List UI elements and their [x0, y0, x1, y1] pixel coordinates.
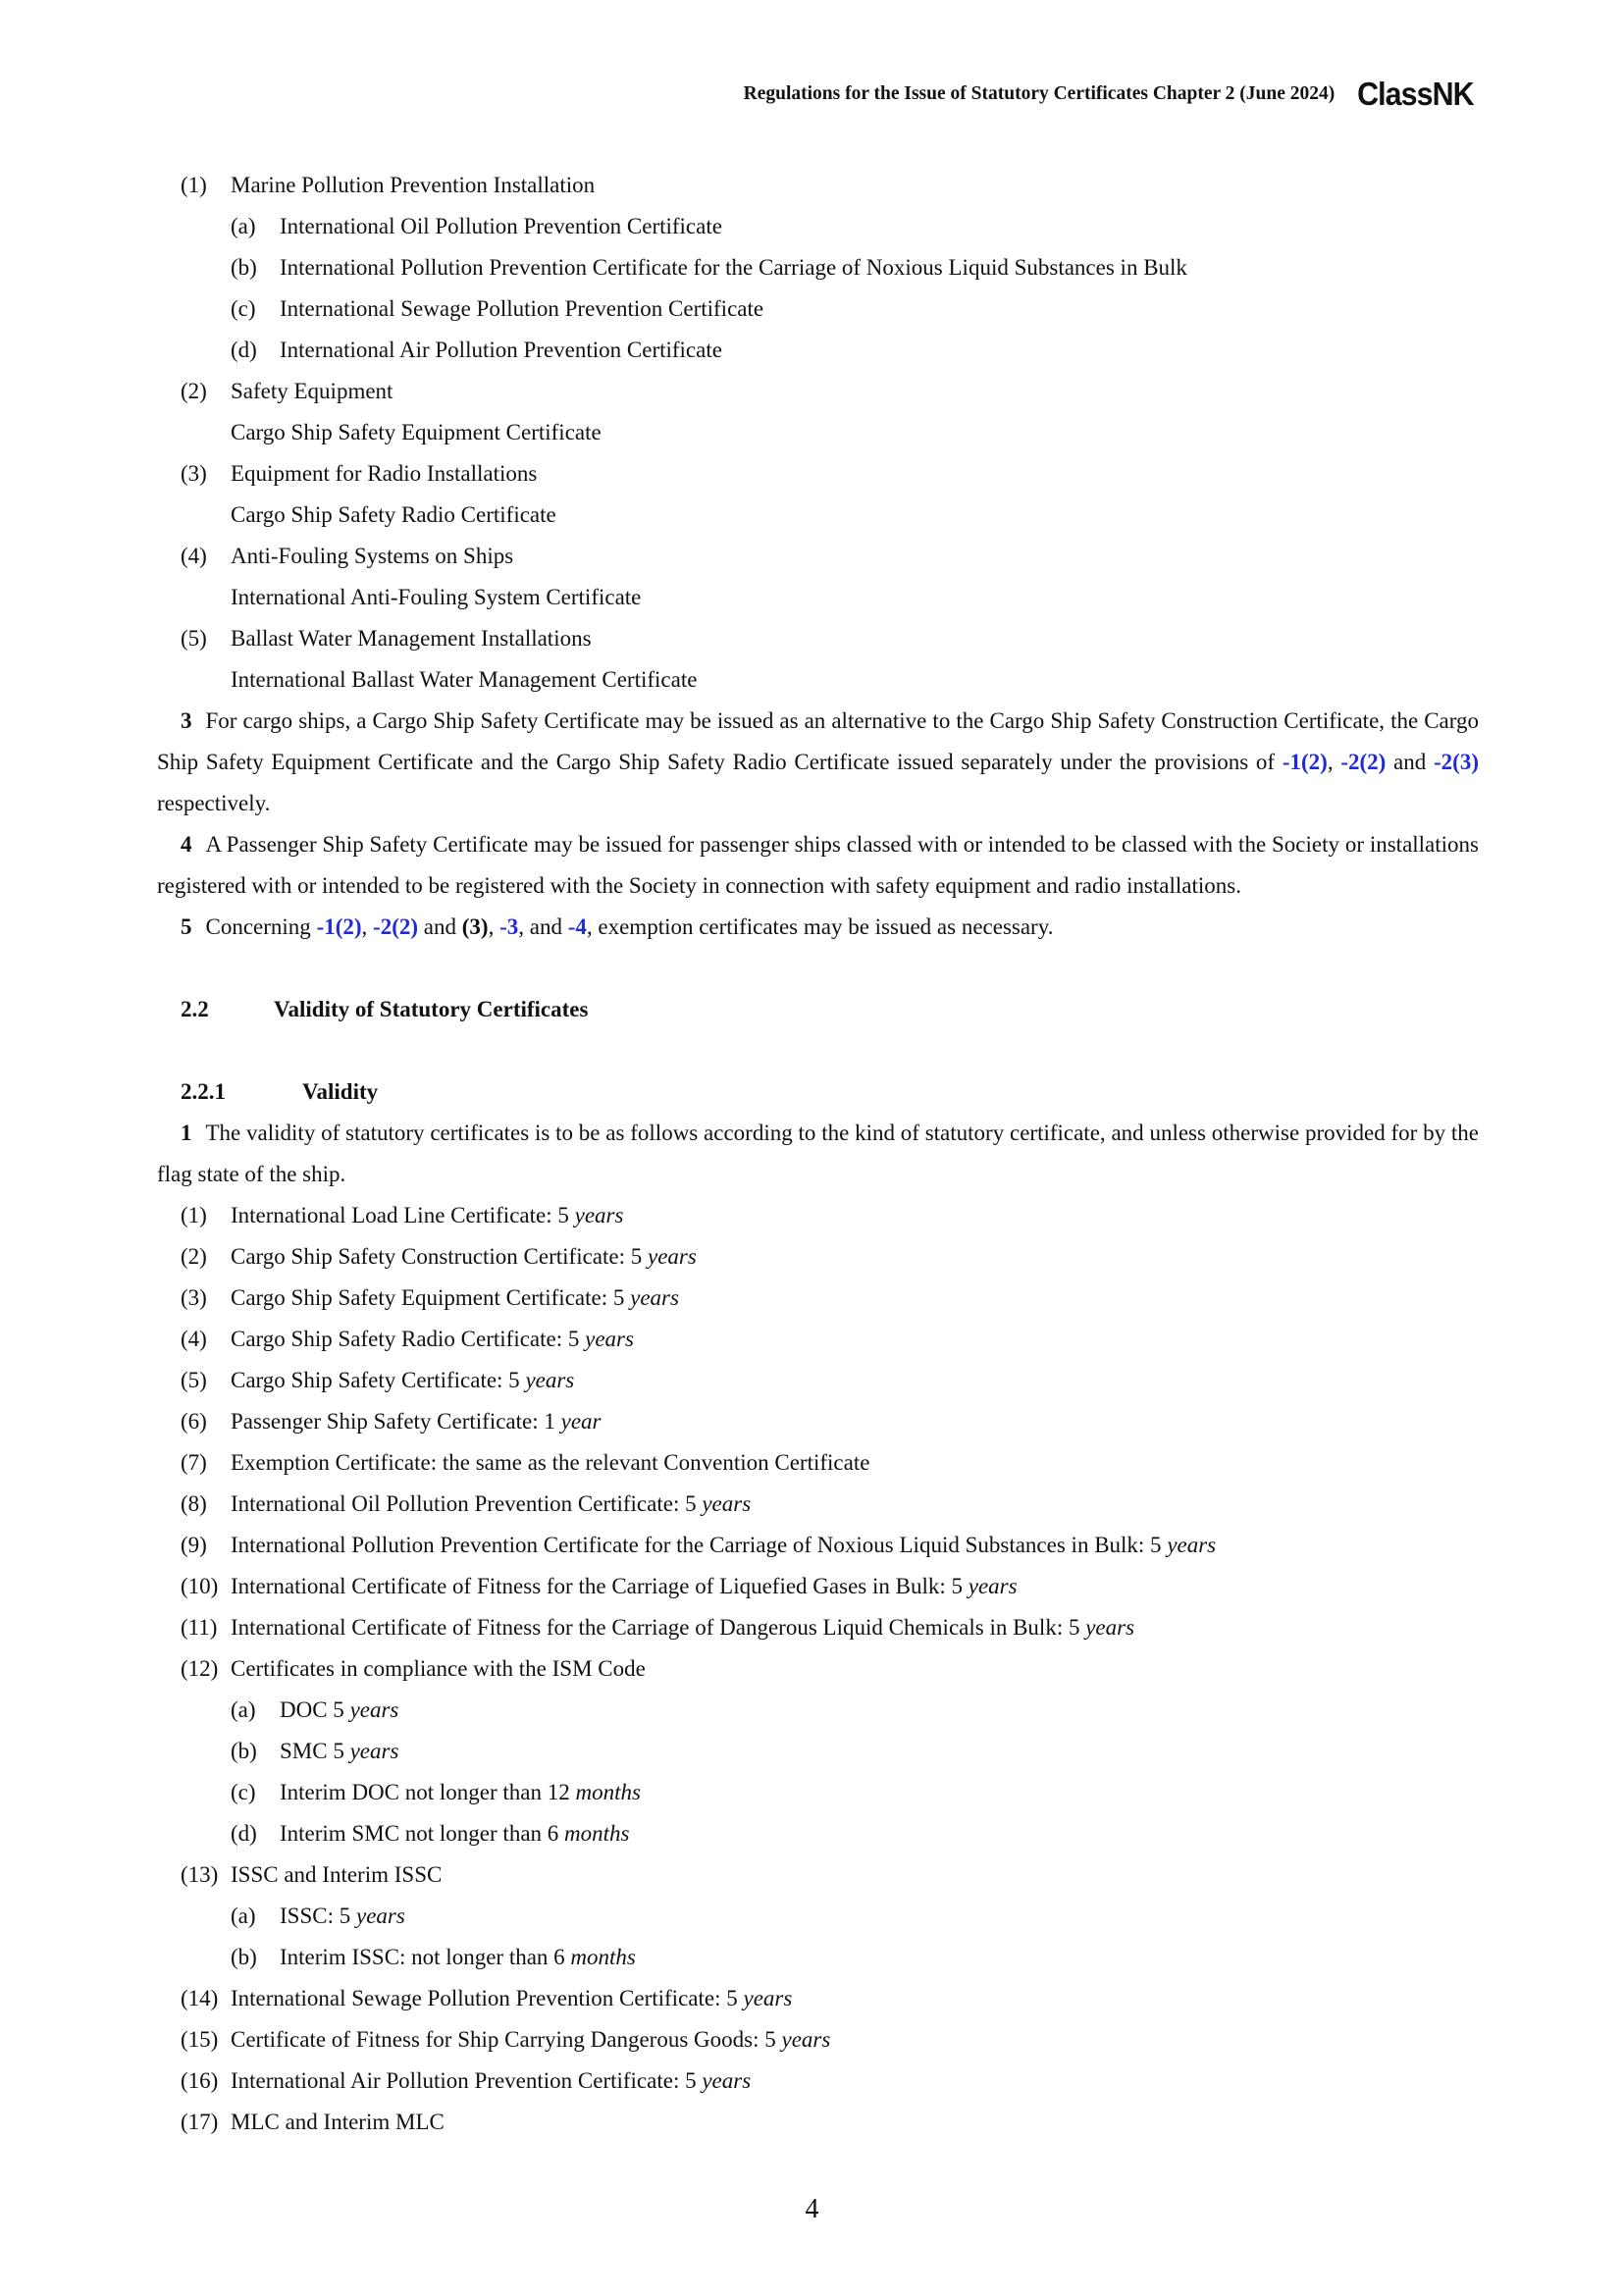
paragraph-number: 3: [181, 708, 192, 733]
list-item: [157, 1566, 1479, 1607]
duration-unit: years: [702, 2068, 752, 2093]
duration-unit: years: [1085, 1615, 1135, 1640]
list-item-number: (d): [231, 1821, 257, 1846]
list-item: [157, 1854, 1479, 1896]
list-item-number: (4): [181, 544, 207, 568]
list-item-text: Cargo Ship Safety Equipment Certificate: 5 years: [231, 1285, 679, 1310]
list-item-number: (7): [181, 1450, 207, 1475]
cross-reference-link[interactable]: -1(2): [1282, 750, 1328, 774]
list-item-text: DOC 5 years: [280, 1697, 399, 1722]
list-item: [157, 2102, 1479, 2143]
list-item-text: International Ballast Water Management Certificate: [231, 667, 698, 692]
list-item: [157, 206, 1479, 247]
list-item-number: (a): [231, 1904, 256, 1928]
list-item-text: International Load Line Certificate: 5 years: [231, 1203, 624, 1227]
list-item-number: (15): [181, 2027, 219, 2052]
list-item-text: Cargo Ship Safety Certificate: 5 years: [231, 1368, 575, 1392]
list-item-number: (b): [231, 1739, 257, 1763]
list-item-text: Exemption Certificate: the same as the relevant Convention Certificate: [231, 1450, 870, 1475]
list-item-number: (13): [181, 1862, 219, 1887]
list-item-text: SMC 5 years: [280, 1739, 399, 1763]
list-item: [157, 288, 1479, 330]
list-item: [157, 165, 1479, 206]
list-item-number: (6): [181, 1409, 207, 1434]
duration-unit: years: [648, 1244, 697, 1269]
list-item: [157, 1525, 1479, 1566]
paragraph-5: 5 Concerning -1(2), -2(2) and (3), -3, and -4, exemption certificates may be issued as necessary.: [181, 914, 1054, 939]
list-item-number: (17): [181, 2110, 219, 2134]
list-item-text: Cargo Ship Safety Equipment Certificate: [231, 420, 602, 444]
subsection-heading: 2.2.1 Validity: [181, 1079, 379, 1104]
document-body: [157, 165, 1479, 2143]
list-item-text: International Pollution Prevention Certificate for the Carriage of Noxious Liquid Substances in Bulk: 5 years: [231, 1533, 1217, 1557]
list-item-text: MLC and Interim MLC: [231, 2110, 445, 2134]
list-item-number: (1): [181, 173, 207, 197]
list-item: [157, 247, 1479, 288]
list-item-text: Certificate of Fitness for Ship Carrying Dangerous Goods: 5 years: [231, 2027, 831, 2052]
page-number: 4: [805, 2194, 819, 2224]
list-item-number: (8): [181, 1491, 207, 1516]
list-item-text: Cargo Ship Safety Radio Certificate: [231, 502, 556, 527]
list-item: [157, 495, 1479, 536]
cross-reference-link[interactable]: -2(2): [373, 914, 419, 939]
list-item-text: Interim DOC not longer than 12 months: [280, 1780, 641, 1804]
list-item-number: (9): [181, 1533, 207, 1557]
duration-unit: months: [564, 1821, 630, 1846]
list-item: [157, 412, 1479, 453]
list-item-text: International Air Pollution Prevention Certificate: [280, 338, 722, 362]
list-item-text: Marine Pollution Prevention Installation: [231, 173, 596, 197]
list-item-text: Safety Equipment: [231, 379, 393, 403]
list-item: [157, 1978, 1479, 2019]
list-item-number: (4): [181, 1327, 207, 1351]
cross-reference-link[interactable]: -3: [499, 914, 519, 939]
page-header: [157, 75, 1479, 114]
list-item: [157, 1236, 1479, 1278]
classnk-logo: ClassNK: [1357, 76, 1474, 112]
list-item: [157, 1319, 1479, 1360]
list-item-number: (b): [231, 255, 257, 280]
list-item-text: Cargo Ship Safety Construction Certificate: 5 years: [231, 1244, 697, 1269]
list-item-number: (16): [181, 2068, 219, 2093]
duration-unit: years: [349, 1739, 399, 1763]
duration-unit: months: [575, 1780, 641, 1804]
list-item-number: (3): [181, 461, 207, 486]
validity-list: [157, 1195, 1479, 2143]
cross-reference-link[interactable]: -4: [567, 914, 587, 939]
list-item: [157, 1813, 1479, 1854]
list-item-number: (10): [181, 1574, 219, 1598]
list-item: [157, 2061, 1479, 2102]
duration-unit: years: [525, 1368, 575, 1392]
list-item-text: International Certificate of Fitness for the Carriage of Dangerous Liquid Chemicals in Bulk: 5 years: [231, 1615, 1135, 1640]
list-item-text: ISSC: 5 years: [280, 1904, 405, 1928]
list-item-number: (12): [181, 1656, 219, 1681]
list-item-text: International Certificate of Fitness for the Carriage of Liquefied Gases in Bulk: 5 years: [231, 1574, 1018, 1598]
list-item: [157, 1772, 1479, 1813]
list-item: [157, 1484, 1479, 1525]
duration-unit: years: [355, 1904, 405, 1928]
duration-unit: year: [560, 1409, 602, 1434]
list-item: [157, 1278, 1479, 1319]
list-item: [157, 1896, 1479, 1937]
paragraph-number: 4: [181, 832, 192, 857]
list-item-number: (14): [181, 1986, 219, 2010]
list-item-text: Certificates in compliance with the ISM Code: [231, 1656, 646, 1681]
list-item: [157, 453, 1479, 495]
duration-unit: years: [574, 1203, 624, 1227]
list-item-text: Anti-Fouling Systems on Ships: [231, 544, 514, 568]
list-item: [157, 1442, 1479, 1484]
list-item-text: Cargo Ship Safety Radio Certificate: 5 years: [231, 1327, 634, 1351]
list-item: [157, 1690, 1479, 1731]
duration-unit: years: [702, 1491, 752, 1516]
list-item-text: Ballast Water Management Installations: [231, 626, 592, 651]
list-item-text: International Oil Pollution Prevention Certificate: 5 years: [231, 1491, 752, 1516]
paragraph-number: 1: [181, 1121, 192, 1145]
paragraph-3: 3 For cargo ships, a Cargo Ship Safety Certificate may be issued as an alternative to the Cargo Ship Safety Construction Certificate, the Cargo Ship Safety Equipment Certificate and the Cargo Ship Safety Radio Certificate issued separately under the provisions of -1(2), -2(2) and -2(3) respectively.: [157, 708, 1479, 815]
paragraph-number: 5: [181, 914, 192, 939]
list-item-text: International Air Pollution Prevention Certificate: 5 years: [231, 2068, 752, 2093]
list-item: [157, 1195, 1479, 1236]
section-heading: 2.2 Validity of Statutory Certificates: [181, 997, 589, 1021]
list-item: [157, 2019, 1479, 2061]
list-item-text: Interim ISSC: not longer than 6 months: [280, 1945, 636, 1969]
duration-unit: years: [781, 2027, 831, 2052]
list-item-text: Interim SMC not longer than 6 months: [280, 1821, 630, 1846]
duration-unit: years: [349, 1697, 399, 1722]
cross-reference-link[interactable]: -1(2): [316, 914, 362, 939]
list-item-text: International Anti-Fouling System Certificate: [231, 585, 642, 609]
list-item: [157, 659, 1479, 701]
list-item-number: (a): [231, 1697, 256, 1722]
list-item-text: ISSC and Interim ISSC: [231, 1862, 443, 1887]
list-item: [157, 1731, 1479, 1772]
list-item-text: International Sewage Pollution Prevention Certificate: 5 years: [231, 1986, 793, 2010]
list-item: [157, 1937, 1479, 1978]
list-item-number: (c): [231, 296, 256, 321]
list-item-text: International Oil Pollution Prevention Certificate: [280, 214, 722, 238]
list-item-number: (c): [231, 1780, 256, 1804]
cross-reference-link[interactable]: -2(3): [1434, 750, 1479, 774]
list-item: [157, 618, 1479, 659]
list-item-number: (11): [181, 1615, 218, 1640]
certificate-type-list: [157, 165, 1479, 701]
list-item-number: (2): [181, 379, 207, 403]
duration-unit: months: [570, 1945, 636, 1969]
list-item: [157, 1607, 1479, 1648]
paragraph-4: 4 A Passenger Ship Safety Certificate may be issued for passenger ships classed with or intended to be classed with the Society or installations registered with or intended to be registered with the Society in connection with safety equipment and radio installations.: [157, 832, 1479, 898]
header-title: Regulations for the Issue of Statutory Certificates Chapter 2 (June 2024): [743, 83, 1336, 104]
list-item-number: (3): [181, 1285, 207, 1310]
list-item: [157, 1401, 1479, 1442]
duration-unit: years: [585, 1327, 634, 1351]
list-item-text: Passenger Ship Safety Certificate: 1 year: [231, 1409, 602, 1434]
list-item-number: (b): [231, 1945, 257, 1969]
list-item: [157, 536, 1479, 577]
list-item: [157, 1360, 1479, 1401]
list-item: [157, 577, 1479, 618]
duration-unit: years: [968, 1574, 1018, 1598]
cross-reference-link[interactable]: -2(2): [1340, 750, 1387, 774]
list-item-number: (d): [231, 338, 257, 362]
duration-unit: years: [1167, 1533, 1217, 1557]
list-item-number: (5): [181, 626, 207, 651]
duration-unit: years: [630, 1285, 679, 1310]
list-item: [157, 330, 1479, 371]
list-item: [157, 1648, 1479, 1690]
list-item-number: (a): [231, 214, 256, 238]
list-item-text: Equipment for Radio Installations: [231, 461, 538, 486]
list-item-number: (2): [181, 1244, 207, 1269]
list-item-number: (5): [181, 1368, 207, 1392]
list-item-text: International Sewage Pollution Prevention Certificate: [280, 296, 764, 321]
duration-unit: years: [743, 1986, 793, 2010]
validity-paragraph: 1 The validity of statutory certificates is to be as follows according to the kind of statutory certificate, and unless otherwise provided for by the flag state of the ship.: [157, 1121, 1479, 1186]
list-item-text: International Pollution Prevention Certificate for the Carriage of Noxious Liquid Substances in Bulk: [280, 255, 1187, 280]
list-item-number: (1): [181, 1203, 207, 1227]
list-item: [157, 371, 1479, 412]
